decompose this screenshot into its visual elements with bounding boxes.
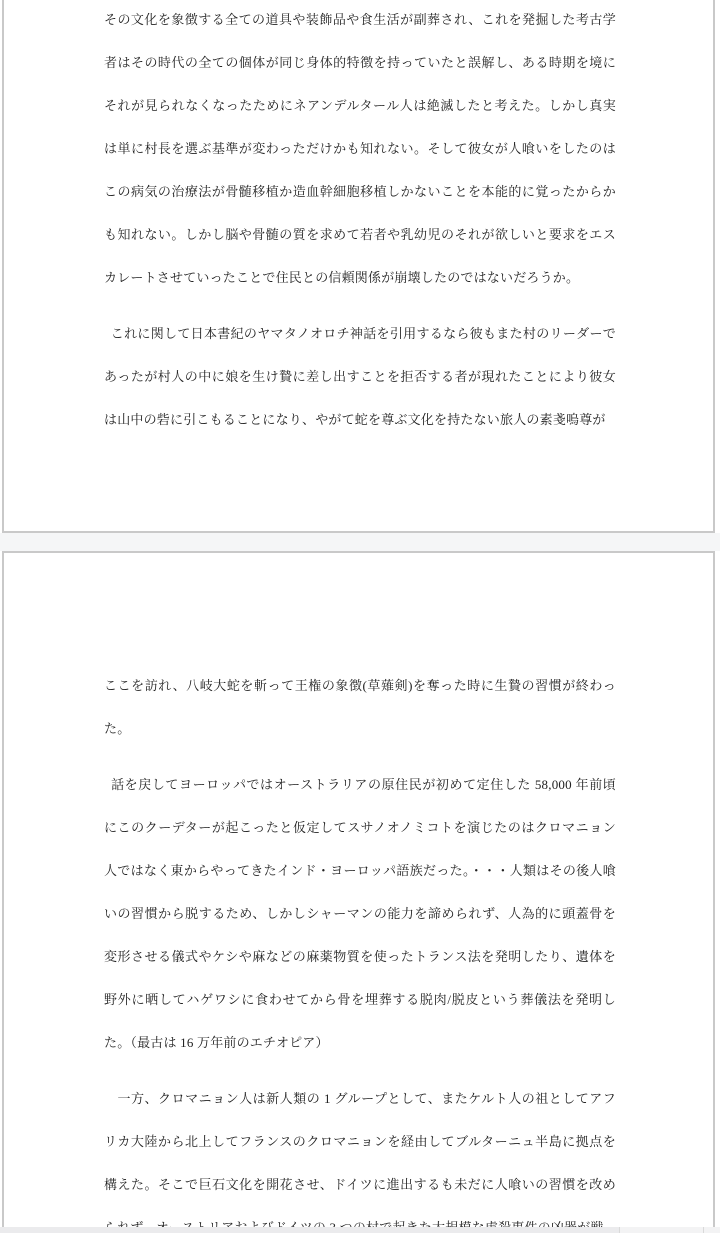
text-line: た。（最古は 16 万年前のエチオピア） xyxy=(104,1035,329,1050)
text-line: 一方、クロマニョン人は新人類の 1 グループとして、またケルト人の祖としてアフ xyxy=(104,1091,616,1106)
document-page-1[interactable] xyxy=(2,0,715,533)
page-gap xyxy=(0,533,720,551)
text-line: は単に村長を選ぶ基準が変わっただけかも知れない。そして彼女が人喰いをしたのは xyxy=(104,141,616,156)
document-page-2[interactable] xyxy=(2,551,715,1233)
text-line: リカ大陸から北上してフランスのクロマニョンを経由してブルターニュ半島に拠点を xyxy=(104,1134,616,1149)
paragraph xyxy=(104,312,616,441)
scrollbar-corner xyxy=(703,1227,720,1233)
paragraph xyxy=(104,763,616,1064)
text-line: 構えた。そこで巨石文化を開花させ、ドイツに進出するも未だに人喰いの習慣を改め xyxy=(104,1177,616,1192)
text-line: あったが村人の中に娘を生け贄に差し出すことを拒否する者が現れたことにより彼女 xyxy=(104,369,616,384)
paragraph xyxy=(104,0,616,299)
text-line: にこのクーデターが起こったと仮定してスサノオノミコトを演じたのはクロマニョン xyxy=(104,820,616,835)
text-line: は山中の砦に引こもることになり、やがて蛇を尊ぶ文化を持たない旅人の素戔嗚尊が xyxy=(104,412,606,427)
paragraph xyxy=(104,664,616,750)
text-line: 野外に晒してハゲワシに食わせてから骨を埋葬する脱肉/脱皮という葬儀法を発明し xyxy=(104,992,616,1007)
text-line: 者はその時代の全ての個体が同じ身体的特徴を持っていたと誤解し、ある時期を境に xyxy=(104,55,616,70)
page-1-text xyxy=(104,0,616,441)
text-line: カレートさせていったことで住民との信頼関係が崩壊したのではないだろうか。 xyxy=(104,270,580,285)
horizontal-scrollbar-thumb[interactable] xyxy=(0,1227,620,1233)
text-line: 話を戻してヨーロッパではオーストラリアの原住民が初めて定住した 58,000 年前頃 xyxy=(104,777,616,792)
text-line: この病気の治療法が骨髄移植か造血幹細胞移植しかないことを本能的に覚ったからか xyxy=(104,184,616,199)
text-line: た。 xyxy=(104,721,131,736)
text-line: これに関して日本書紀のヤマタノオロチ神話を引用するなら彼もまた村のリーダーで xyxy=(104,326,616,341)
text-line: いの習慣から脱するため、しかしシャーマンの能力を諦められず、人為的に頭蓋骨を xyxy=(104,906,616,921)
text-line: その文化を象徴する全ての道具や装飾品や食生活が副葬され、これを発掘した考古学 xyxy=(104,12,616,27)
horizontal-scrollbar[interactable] xyxy=(0,1227,720,1233)
text-line: 人ではなく東からやってきたインド・ヨーロッパ語族だった。・・・人類はその後人喰 xyxy=(104,863,616,878)
text-line: ここを訪れ、八岐大蛇を斬って王権の象徴(草薙剣)を奪った時に生贄の習慣が終わっ xyxy=(104,678,616,693)
paragraph xyxy=(104,1077,616,1233)
page-2-text xyxy=(104,664,616,1233)
text-line: も知れない。しかし脳や骨髄の質を求めて若者や乳幼児のそれが欲しいと要求をエス xyxy=(104,227,616,242)
text-line: それが見られなくなったためにネアンデルタール人は絶滅したと考えた。しかし真実 xyxy=(104,98,616,113)
text-line: 変形させる儀式やケシや麻などの麻薬物質を使ったトランス法を発明したり、遺体を xyxy=(104,949,616,964)
